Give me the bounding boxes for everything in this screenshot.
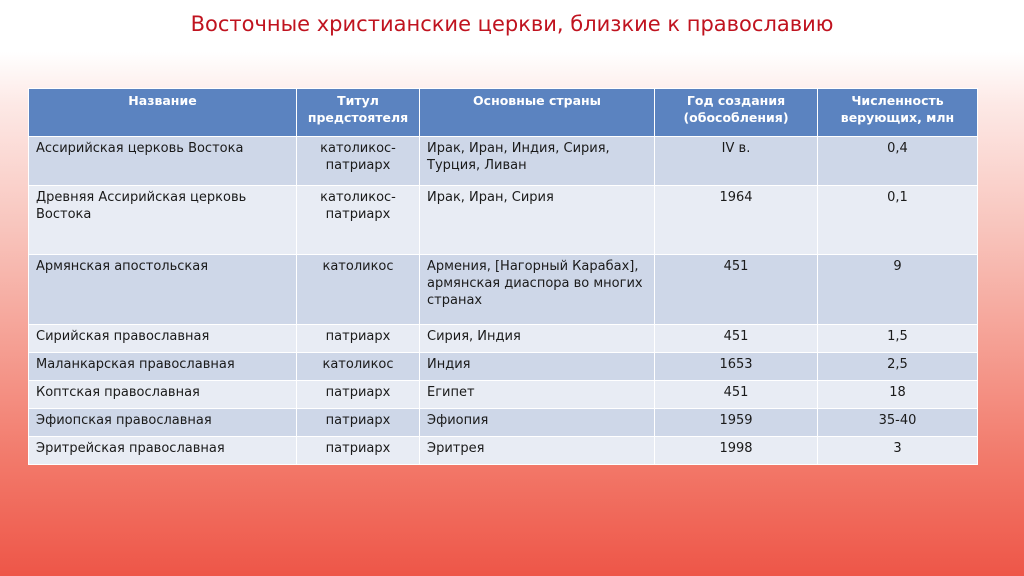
cell-believers: 18 [818, 381, 978, 409]
table-row [29, 186, 978, 255]
cell-name: Маланкарская православная [29, 353, 297, 381]
cell-countries: Индия [420, 353, 655, 381]
header-countries: Основные страны [420, 89, 655, 137]
cell-believers: 0,4 [818, 137, 978, 186]
cell-title: католикос-патриарх [297, 186, 420, 255]
table-row [29, 353, 978, 381]
cell-title: патриарх [297, 325, 420, 353]
cell-name: Эритрейская православная [29, 437, 297, 465]
cell-title: патриарх [297, 409, 420, 437]
cell-countries: Египет [420, 381, 655, 409]
cell-title: католикос-патриарх [297, 137, 420, 186]
churches-table [28, 88, 978, 465]
table-row [29, 381, 978, 409]
cell-year: 451 [655, 381, 818, 409]
table-row [29, 325, 978, 353]
cell-believers: 0,1 [818, 186, 978, 255]
table-row [29, 437, 978, 465]
cell-year: 1959 [655, 409, 818, 437]
header-year: Год создания (обособления) [655, 89, 818, 137]
cell-believers: 35-40 [818, 409, 978, 437]
table-row [29, 255, 978, 325]
cell-title: патриарх [297, 437, 420, 465]
cell-believers: 2,5 [818, 353, 978, 381]
cell-year: 1653 [655, 353, 818, 381]
cell-believers: 3 [818, 437, 978, 465]
cell-year: 451 [655, 255, 818, 325]
cell-name: Армянская апостольская [29, 255, 297, 325]
cell-believers: 9 [818, 255, 978, 325]
cell-countries: Ирак, Иран, Индия, Сирия, Турция, Ливан [420, 137, 655, 186]
cell-year: 1964 [655, 186, 818, 255]
slide-title: Восточные христианские церкви, близкие к православию [190, 12, 834, 36]
cell-name: Древняя Ассирийская церковь Востока [29, 186, 297, 255]
cell-name: Коптская православная [29, 381, 297, 409]
table-header-row [29, 89, 978, 137]
cell-title: патриарх [297, 381, 420, 409]
cell-countries: Сирия, Индия [420, 325, 655, 353]
table-row [29, 409, 978, 437]
cell-year: 1998 [655, 437, 818, 465]
cell-name: Эфиопская православная [29, 409, 297, 437]
header-title: Титул предстоятеля [297, 89, 420, 137]
header-believers: Численность верующих, млн [818, 89, 978, 137]
cell-title: католикос [297, 255, 420, 325]
cell-title: католикос [297, 353, 420, 381]
cell-countries: Армения, [Нагорный Карабах], армянская диаспора во многих странах [420, 255, 655, 325]
cell-year: 451 [655, 325, 818, 353]
cell-name: Ассирийская церковь Востока [29, 137, 297, 186]
header-name: Название [29, 89, 297, 137]
cell-countries: Эфиопия [420, 409, 655, 437]
table-row [29, 137, 978, 186]
cell-countries: Ирак, Иран, Сирия [420, 186, 655, 255]
cell-name: Сирийская православная [29, 325, 297, 353]
cell-believers: 1,5 [818, 325, 978, 353]
cell-year: IV в. [655, 137, 818, 186]
cell-countries: Эритрея [420, 437, 655, 465]
